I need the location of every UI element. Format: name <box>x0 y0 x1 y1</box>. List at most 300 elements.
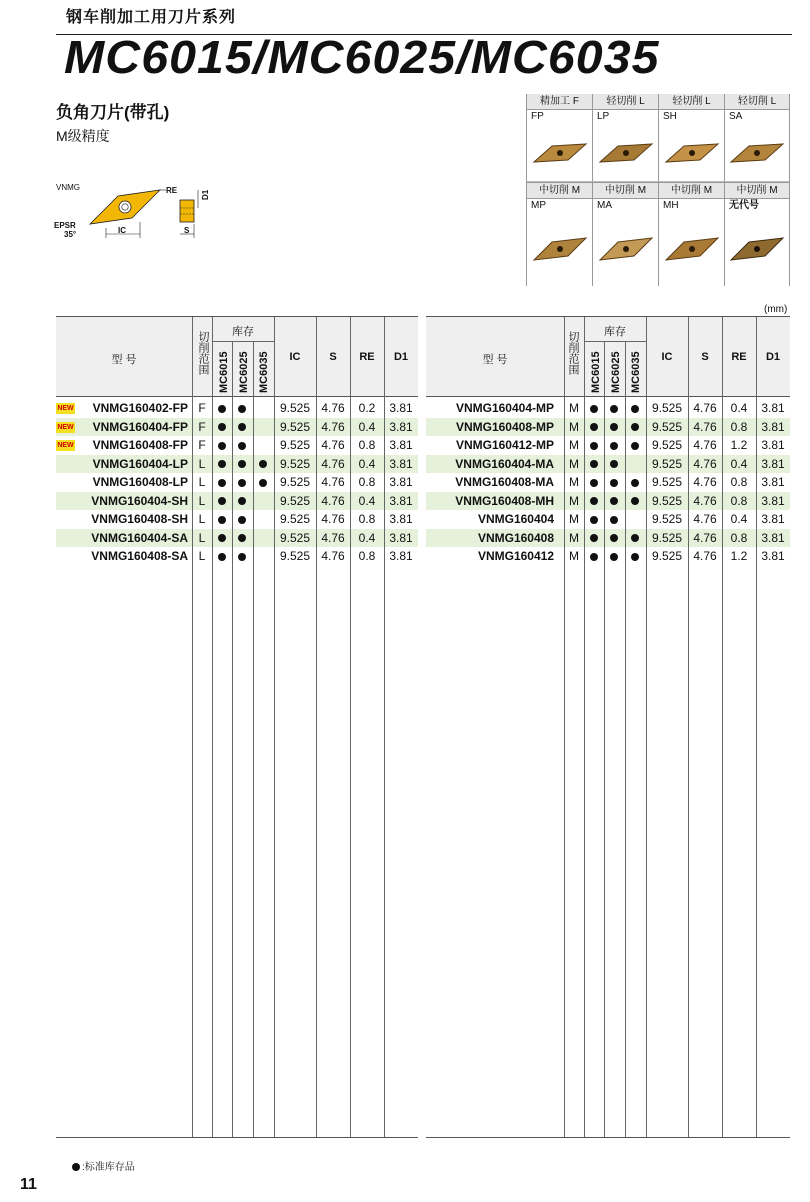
stock-dot-icon <box>218 497 226 505</box>
stock-dot-icon <box>590 405 598 413</box>
stock-dot-icon <box>610 553 618 561</box>
stock-dot-icon <box>631 534 639 542</box>
dim-re: 0.8 <box>358 438 376 452</box>
dim-ic: 9.525 <box>279 438 311 452</box>
header-range: 切削范围 <box>197 331 209 375</box>
dim-ic: 9.525 <box>279 401 311 415</box>
model-number: VNMG160408-LP <box>92 475 188 489</box>
stock-cell <box>625 399 645 418</box>
stock-cell <box>253 529 273 548</box>
header-stock: 库存 <box>232 326 254 338</box>
table-row <box>56 399 418 418</box>
table-row <box>56 455 418 474</box>
chipbreaker-code: MP <box>531 200 546 211</box>
stock-cell <box>604 529 624 548</box>
header-range: 切削范围 <box>567 331 579 375</box>
insert-photo-icon <box>596 232 656 266</box>
d1-label: D1 <box>201 189 210 200</box>
cutting-range: M <box>569 438 579 452</box>
dim-ic: 9.525 <box>279 512 311 526</box>
dim-re: 1.2 <box>730 549 748 563</box>
dim-ic: 9.525 <box>279 475 311 489</box>
chipbreaker-code: 无代号 <box>729 200 759 211</box>
stock-cell <box>604 547 624 566</box>
stock-dot-icon <box>238 516 246 524</box>
model-number: VNMG160408-MA <box>455 475 554 489</box>
stock-cell <box>584 473 604 492</box>
header-model: 型 号 <box>111 354 137 366</box>
stock-cell <box>232 455 252 474</box>
model-number: VNMG160404-SA <box>91 530 188 545</box>
stock-dot-icon <box>610 534 618 542</box>
table-row <box>426 510 790 529</box>
dim-re: 0.8 <box>730 475 748 489</box>
stock-dot-icon <box>610 516 618 524</box>
stock-cell <box>604 399 624 418</box>
stock-cell <box>232 473 252 492</box>
stock-cell <box>232 399 252 418</box>
stock-cell <box>232 547 252 566</box>
chipbreaker-caption: 中切削 M <box>593 183 658 199</box>
stock-cell <box>253 418 273 437</box>
series-category: 钢车削加工用刀片系列 <box>66 9 237 26</box>
stock-cell <box>253 436 273 455</box>
stock-dot-icon <box>238 553 246 561</box>
stock-cell <box>604 455 624 474</box>
dim-d1: 3.81 <box>761 438 785 452</box>
dim-d1: 3.81 <box>389 438 413 452</box>
stock-cell <box>604 473 624 492</box>
dim-re: 0.8 <box>730 530 748 545</box>
stock-dot-icon <box>218 423 226 431</box>
stock-cell <box>232 418 252 437</box>
stock-dot-icon <box>238 442 246 450</box>
stock-cell <box>212 529 232 548</box>
stock-cell <box>584 418 604 437</box>
table-header <box>426 317 790 397</box>
shape-code-label: VNMG <box>56 183 80 192</box>
new-badge: NEW <box>57 442 74 449</box>
stock-dot-icon <box>590 423 598 431</box>
stock-cell <box>625 547 645 566</box>
dim-d1: 3.81 <box>761 401 785 415</box>
dim-ic: 9.525 <box>279 549 311 563</box>
chipbreaker-caption: 中切削 M <box>725 183 789 199</box>
dim-s: 4.76 <box>693 512 717 526</box>
dim-d1: 3.81 <box>761 549 785 563</box>
model-number: VNMG160408-FP <box>92 438 188 452</box>
stock-cell <box>625 436 645 455</box>
stock-cell <box>604 436 624 455</box>
stock-dot-icon <box>590 442 598 450</box>
dim-s: 4.76 <box>693 493 717 508</box>
table-row <box>426 529 790 548</box>
dim-re: 0.8 <box>730 419 748 434</box>
insert-photo-icon <box>662 232 722 266</box>
header-grade-mc6015: MC6015 <box>218 351 230 393</box>
model-number: VNMG160408 <box>477 530 554 545</box>
dim-re: 0.2 <box>358 401 376 415</box>
header-re: RE <box>731 351 747 363</box>
dim-s: 4.76 <box>321 456 345 471</box>
dim-d1: 3.81 <box>761 530 785 545</box>
stock-cell <box>232 492 252 511</box>
dim-d1: 3.81 <box>389 475 413 489</box>
model-number: VNMG160412 <box>477 549 554 563</box>
dim-d1: 3.81 <box>389 456 413 471</box>
insert-geometry-diagram <box>52 178 212 248</box>
dim-s: 4.76 <box>693 419 717 434</box>
stock-dot-icon <box>238 405 246 413</box>
stock-cell <box>212 547 232 566</box>
header-s: S <box>701 351 709 363</box>
dim-re: 0.8 <box>358 512 376 526</box>
dim-s: 4.76 <box>321 493 345 508</box>
stock-cell <box>253 547 273 566</box>
stock-dot-icon <box>610 497 618 505</box>
chipbreaker-cell <box>592 94 658 182</box>
cutting-range: F <box>198 401 206 415</box>
chipbreaker-code: FP <box>531 111 544 122</box>
stock-cell <box>232 529 252 548</box>
dim-re: 1.2 <box>730 438 748 452</box>
dim-d1: 3.81 <box>389 512 413 526</box>
chipbreaker-code: MA <box>597 200 612 211</box>
dim-d1: 3.81 <box>761 493 785 508</box>
stock-cell <box>625 529 645 548</box>
dim-ic: 9.525 <box>651 530 683 545</box>
unit-label: (mm) <box>764 304 788 315</box>
insert-type-title: 负角刀片(带孔) <box>56 103 170 122</box>
stock-dot-icon <box>218 516 226 524</box>
chipbreaker-caption: 中切削 M <box>659 183 724 199</box>
cutting-range: M <box>569 493 579 508</box>
dim-s: 4.76 <box>693 549 717 563</box>
stock-dot-icon <box>610 405 618 413</box>
dim-re: 0.8 <box>358 549 376 563</box>
dim-d1: 3.81 <box>389 419 413 434</box>
chipbreaker-caption: 轻切削 L <box>659 94 724 110</box>
table-row <box>56 492 418 511</box>
stock-dot-icon <box>238 460 246 468</box>
table-header <box>56 317 418 397</box>
stock-dot-icon <box>610 442 618 450</box>
page-number: 11 <box>20 1176 37 1193</box>
chipbreaker-cell <box>658 94 724 182</box>
legend-text: :标准库存品 <box>82 1162 135 1173</box>
header-d1: D1 <box>393 351 409 363</box>
stock-dot-icon <box>631 497 639 505</box>
model-number: VNMG160404-MP <box>455 401 554 415</box>
cutting-range: L <box>198 456 206 471</box>
new-badge: NEW <box>57 423 74 431</box>
stock-dot-icon <box>218 479 226 487</box>
chipbreaker-row-bottom <box>526 182 790 286</box>
chipbreaker-cell <box>724 182 790 286</box>
cutting-range: M <box>569 456 579 471</box>
dim-d1: 3.81 <box>389 549 413 563</box>
stock-dot-icon <box>610 479 618 487</box>
table-row <box>426 418 790 437</box>
stock-cell <box>584 492 604 511</box>
stock-cell <box>253 399 273 418</box>
insert-photo-icon <box>727 232 787 266</box>
dim-re: 0.4 <box>358 456 376 471</box>
model-number: VNMG160404-FP <box>92 419 188 434</box>
header-grade-mc6015: MC6015 <box>590 351 602 393</box>
stock-cell <box>584 529 604 548</box>
s-label: S <box>184 226 190 235</box>
stock-dot-icon <box>631 442 639 450</box>
chipbreaker-grid <box>526 94 790 286</box>
stock-cell <box>584 510 604 529</box>
dim-ic: 9.525 <box>651 493 683 508</box>
stock-dot-icon <box>631 479 639 487</box>
cutting-range: M <box>569 475 579 489</box>
model-number: VNMG160412-MP <box>455 438 554 452</box>
new-badge: NEW <box>57 405 74 412</box>
table-row <box>56 510 418 529</box>
stock-cell <box>584 399 604 418</box>
model-number: VNMG160408-SA <box>91 549 188 563</box>
stock-cell <box>212 473 232 492</box>
model-number: VNMG160404-SH <box>91 493 188 508</box>
stock-cell <box>584 436 604 455</box>
stock-cell <box>253 510 273 529</box>
header-grade-mc6025: MC6025 <box>610 351 622 393</box>
table-row <box>56 418 418 437</box>
table-row <box>426 492 790 511</box>
stock-cell <box>212 399 232 418</box>
dim-ic: 9.525 <box>279 530 311 545</box>
model-number: VNMG160404 <box>477 512 554 526</box>
chipbreaker-cell <box>526 182 592 286</box>
stock-dot-icon <box>218 534 226 542</box>
insert-side-view <box>180 200 194 222</box>
cutting-range: L <box>198 530 206 545</box>
stock-cell <box>232 510 252 529</box>
stock-dot-icon <box>238 497 246 505</box>
page-title: MC6015/MC6025/MC6035 <box>64 31 660 83</box>
stock-dot-icon <box>610 460 618 468</box>
chipbreaker-code: MH <box>663 200 679 211</box>
stock-dot-icon <box>238 479 246 487</box>
stock-cell <box>625 455 645 474</box>
stock-cell <box>625 492 645 511</box>
table-row <box>56 473 418 492</box>
cutting-range: L <box>198 475 206 489</box>
dim-d1: 3.81 <box>761 419 785 434</box>
stock-dot-icon <box>631 405 639 413</box>
stock-cell <box>604 492 624 511</box>
table-row <box>426 547 790 566</box>
dim-ic: 9.525 <box>279 493 311 508</box>
cutting-range: F <box>198 438 206 452</box>
chipbreaker-caption: 轻切削 L <box>725 94 789 110</box>
chipbreaker-code: SH <box>663 111 677 122</box>
model-number: VNMG160408-SH <box>91 512 188 526</box>
stock-cell <box>604 510 624 529</box>
header-d1: D1 <box>765 351 781 363</box>
chipbreaker-caption: 中切削 M <box>527 183 592 199</box>
header-grade-mc6025: MC6025 <box>238 351 250 393</box>
table-row <box>426 436 790 455</box>
chipbreaker-caption: 精加工 F <box>527 94 592 110</box>
stock-dot-icon <box>590 479 598 487</box>
dim-re: 0.4 <box>358 530 376 545</box>
dim-s: 4.76 <box>321 512 345 526</box>
cutting-range: F <box>198 419 206 434</box>
insert-hole-icon <box>119 201 131 213</box>
angle-label: 35° <box>64 230 77 239</box>
dim-s: 4.76 <box>693 475 717 489</box>
header-stock: 库存 <box>604 326 626 338</box>
header-ic: IC <box>661 351 673 363</box>
cutting-range: M <box>569 419 579 434</box>
dim-re: 0.4 <box>358 419 376 434</box>
stock-cell <box>232 436 252 455</box>
stock-dot-icon <box>72 1163 80 1171</box>
dim-ic: 9.525 <box>651 475 683 489</box>
stock-dot-icon <box>590 497 598 505</box>
stock-dot-icon <box>218 405 226 413</box>
stock-dot-icon <box>590 553 598 561</box>
stock-dot-icon <box>590 534 598 542</box>
stock-cell <box>212 510 232 529</box>
dim-re: 0.4 <box>730 456 748 471</box>
stock-cell <box>212 436 232 455</box>
table-row <box>426 399 790 418</box>
product-table-left <box>56 316 418 1138</box>
insert-photo-icon <box>530 138 590 168</box>
cutting-range: M <box>569 401 579 415</box>
header-ic: IC <box>289 351 301 363</box>
dim-ic: 9.525 <box>651 419 683 434</box>
stock-cell <box>212 455 232 474</box>
insert-tolerance-subtitle: M级精度 <box>56 128 110 144</box>
stock-cell <box>625 510 645 529</box>
stock-cell <box>212 492 232 511</box>
legend <box>72 1158 135 1173</box>
table-row <box>56 529 418 548</box>
chipbreaker-code: LP <box>597 111 610 122</box>
dim-d1: 3.81 <box>761 456 785 471</box>
dim-ic: 9.525 <box>279 456 311 471</box>
table-row <box>56 436 418 455</box>
cutting-range: L <box>198 512 206 526</box>
stock-dot-icon <box>218 442 226 450</box>
stock-cell <box>253 492 273 511</box>
stock-cell <box>253 455 273 474</box>
dim-ic: 9.525 <box>651 456 683 471</box>
chipbreaker-caption: 轻切削 L <box>593 94 658 110</box>
stock-dot-icon <box>218 460 226 468</box>
cutting-range: M <box>569 512 579 526</box>
dim-ic: 9.525 <box>279 419 311 434</box>
dim-s: 4.76 <box>693 456 717 471</box>
cutting-range: L <box>198 493 206 508</box>
stock-cell <box>625 473 645 492</box>
chipbreaker-cell <box>724 94 790 182</box>
header-grade-mc6035: MC6035 <box>630 351 642 393</box>
stock-dot-icon <box>238 423 246 431</box>
dim-ic: 9.525 <box>651 549 683 563</box>
product-table-right <box>426 316 790 1138</box>
chipbreaker-code: SA <box>729 111 743 122</box>
dim-d1: 3.81 <box>389 401 413 415</box>
stock-dot-icon <box>631 553 639 561</box>
dim-s: 4.76 <box>693 438 717 452</box>
header-s: S <box>329 351 337 363</box>
table-row <box>56 547 418 566</box>
model-number: VNMG160408-MH <box>455 493 554 508</box>
dim-ic: 9.525 <box>651 438 683 452</box>
dim-s: 4.76 <box>693 530 717 545</box>
dim-re: 0.4 <box>730 512 748 526</box>
dim-re: 0.8 <box>730 493 748 508</box>
header-re: RE <box>359 351 375 363</box>
model-number: VNMG160404-MA <box>455 456 554 471</box>
dim-re: 0.4 <box>730 401 748 415</box>
dim-s: 4.76 <box>321 549 345 563</box>
stock-cell <box>625 418 645 437</box>
stock-cell <box>584 547 604 566</box>
stock-cell <box>604 418 624 437</box>
stock-dot-icon <box>610 423 618 431</box>
stock-cell <box>212 418 232 437</box>
dim-s: 4.76 <box>321 438 345 452</box>
dim-s: 4.76 <box>321 530 345 545</box>
stock-dot-icon <box>590 516 598 524</box>
insert-photo-icon <box>727 138 787 168</box>
chipbreaker-cell <box>526 94 592 182</box>
model-number: VNMG160408-MP <box>455 419 554 434</box>
cutting-range: L <box>198 549 206 563</box>
dim-d1: 3.81 <box>761 475 785 489</box>
insert-photo-icon <box>596 138 656 168</box>
header-grade-mc6035: MC6035 <box>258 351 270 393</box>
stock-dot-icon <box>631 423 639 431</box>
model-number: VNMG160402-FP <box>92 401 188 415</box>
re-label: RE <box>166 186 178 195</box>
chipbreaker-cell <box>658 182 724 286</box>
stock-dot-icon <box>238 534 246 542</box>
dim-s: 4.76 <box>693 401 717 415</box>
table-row <box>426 455 790 474</box>
stock-dot-icon <box>259 460 267 468</box>
dim-d1: 3.81 <box>389 493 413 508</box>
insert-photo-icon <box>530 232 590 266</box>
stock-dot-icon <box>259 479 267 487</box>
dim-d1: 3.81 <box>389 530 413 545</box>
cutting-range: M <box>569 530 579 545</box>
dim-ic: 9.525 <box>651 512 683 526</box>
dim-d1: 3.81 <box>761 512 785 526</box>
table-row <box>426 473 790 492</box>
cutting-range: M <box>569 549 579 563</box>
dim-re: 0.8 <box>358 475 376 489</box>
dim-s: 4.76 <box>321 419 345 434</box>
insert-photo-icon <box>662 138 722 168</box>
stock-dot-icon <box>218 553 226 561</box>
ic-label: IC <box>118 226 126 235</box>
stock-dot-icon <box>590 460 598 468</box>
epsr-label: EPSR <box>54 221 76 230</box>
model-number: VNMG160404-LP <box>92 456 188 471</box>
chipbreaker-cell <box>592 182 658 286</box>
dim-s: 4.76 <box>321 401 345 415</box>
stock-cell <box>584 455 604 474</box>
